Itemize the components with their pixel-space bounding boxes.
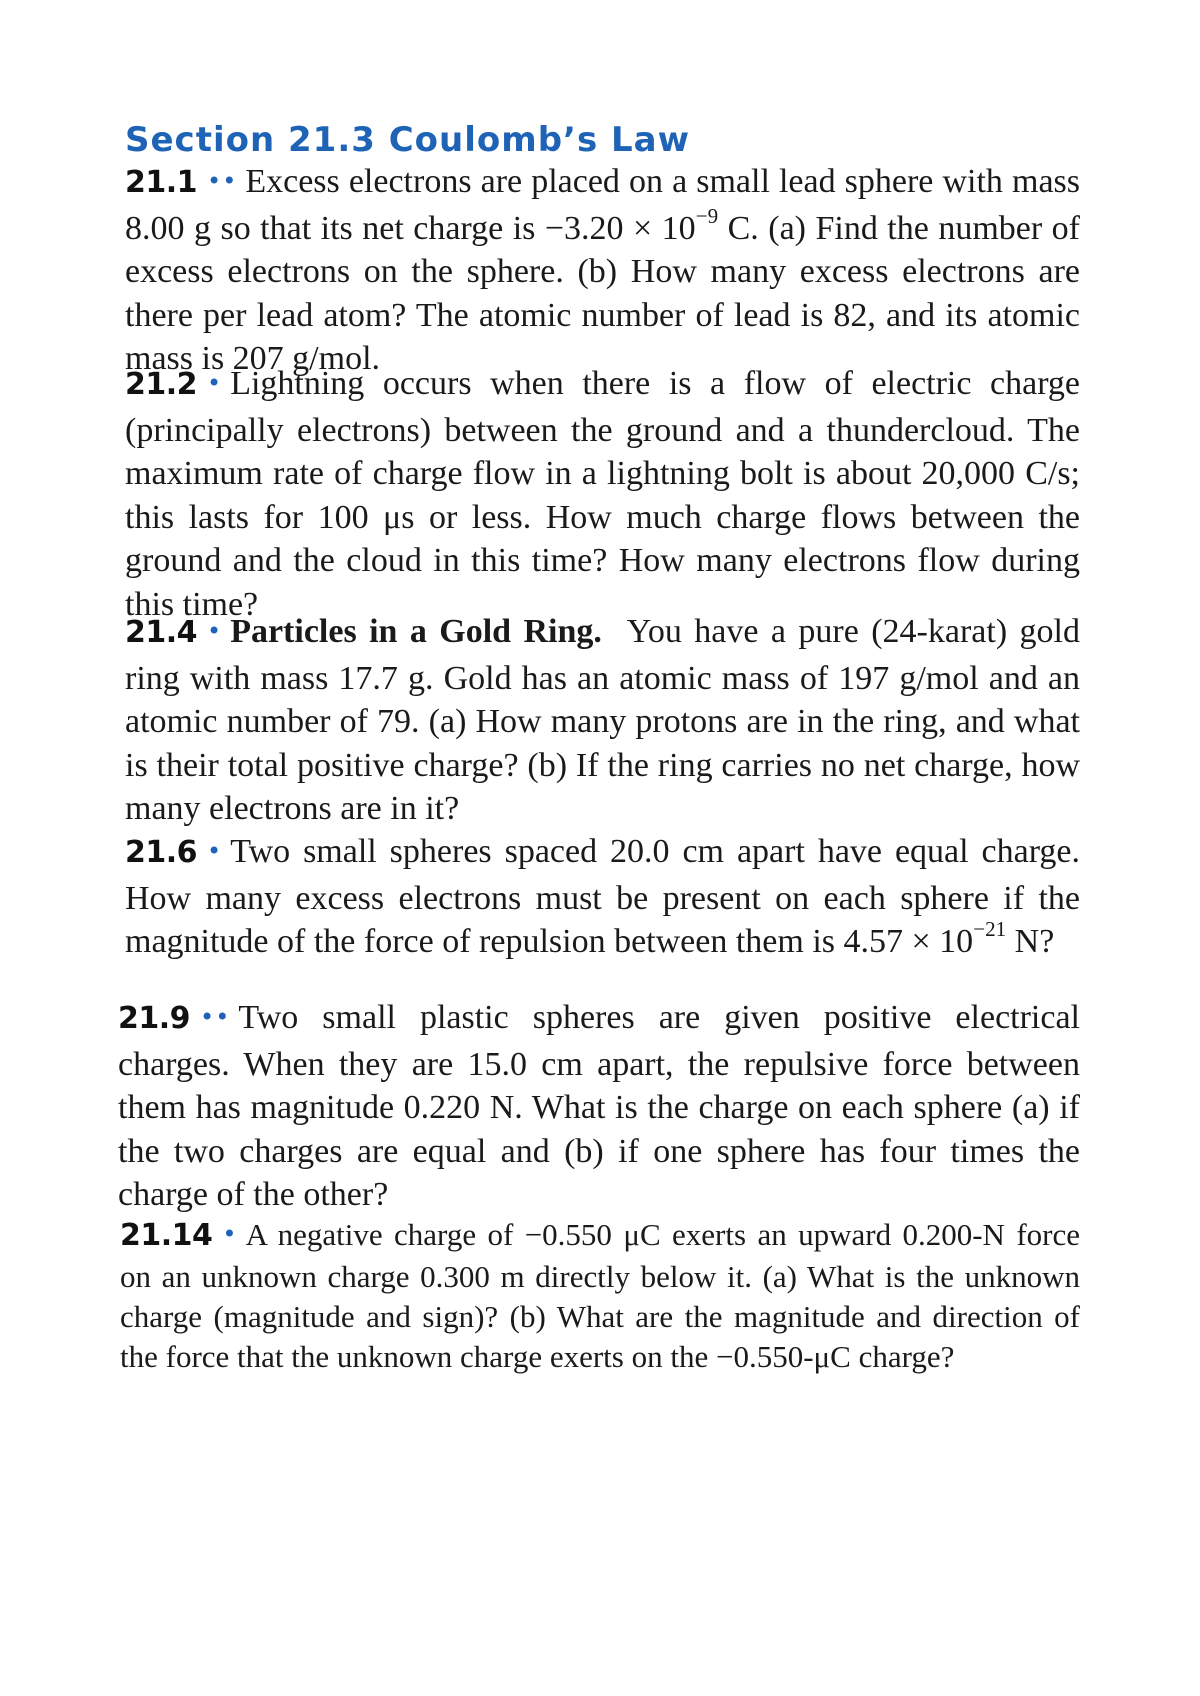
problem-text-continued: N? — [1006, 923, 1055, 960]
difficulty-dots: • — [207, 837, 223, 865]
problem-number: 21.6 — [125, 835, 198, 870]
problem-21-2 — [125, 362, 1080, 626]
exponent: −21 — [973, 917, 1007, 942]
problem-text-continued: C. (a) Find the number of excess electrons on the sphere. (b) How many excess electrons are there per lead atom? The atomic number of lead is 82, and its atomic mass is 207 g/mol. — [125, 209, 1080, 377]
problem-text: Excess electrons are placed on a small lead sphere with mass 8.00 g so that its net charge is −3.20 × 10 — [125, 163, 1080, 247]
problem-title: Particles in a Gold Ring. — [230, 613, 602, 650]
exponent: −9 — [695, 203, 719, 228]
difficulty-dots: • — [222, 1220, 238, 1248]
problem-text: A negative charge of −0.550 μC exerts an upward 0.200-N force on an unknown charge 0.300 m directly below it. (a) What is the unknown charge (magnitude and sign)? (b) What are the magnitude and direction of the force that the unknown charge exerts on the −0.550-μC charge? — [120, 1217, 1080, 1374]
problem-number: 21.14 — [120, 1218, 213, 1253]
section-title: Section 21.3 Coulomb’s Law — [125, 120, 691, 160]
problem-number: 21.9 — [118, 1001, 191, 1036]
problem-21-14 — [120, 1215, 1080, 1377]
problem-21-6 — [125, 830, 1080, 964]
problem-number: 21.2 — [125, 367, 198, 402]
difficulty-dots: •• — [200, 1003, 231, 1031]
problem-number: 21.1 — [125, 165, 198, 200]
problem-21-9 — [118, 996, 1080, 1217]
problem-text: Two small plastic spheres are given positive electrical charges. When they are 15.0 cm apart, the repulsive force between them has magnitude 0.220 N. What is the charge on each sphere (a) if the two charges are equal and (b) if one sphere has four times the charge of the other? — [118, 999, 1080, 1213]
problem-21-1 — [125, 160, 1080, 381]
difficulty-dots: •• — [207, 167, 238, 195]
problem-text: Two small spheres spaced 20.0 cm apart have equal charge. How many excess electrons must be present on each sphere if the magnitude of the force of repulsion between them is 4.57 × 10 — [125, 833, 1080, 960]
difficulty-dots: • — [207, 617, 223, 645]
problem-text: Lightning occurs when there is a flow of electric charge (principally electrons) between the ground and a thundercloud. The maximum rate of charge flow in a lightning bolt is about 20,000 C/s; this lasts for 100 μs or less. How much charge flows between the ground and the cloud in this time? How many electrons flow during this time? — [125, 365, 1080, 623]
difficulty-dots: • — [207, 369, 223, 397]
problem-text: You have a pure (24-karat) gold ring with mass 17.7 g. Gold has an atomic mass of 197 g/mol and an atomic number of 79. (a) How many protons are in the ring, and what is their total positive charge? (b) If the ring carries no net charge, how many electrons are in it? — [125, 613, 1081, 827]
problem-number: 21.4 — [125, 615, 198, 650]
problem-21-4 — [125, 610, 1080, 831]
